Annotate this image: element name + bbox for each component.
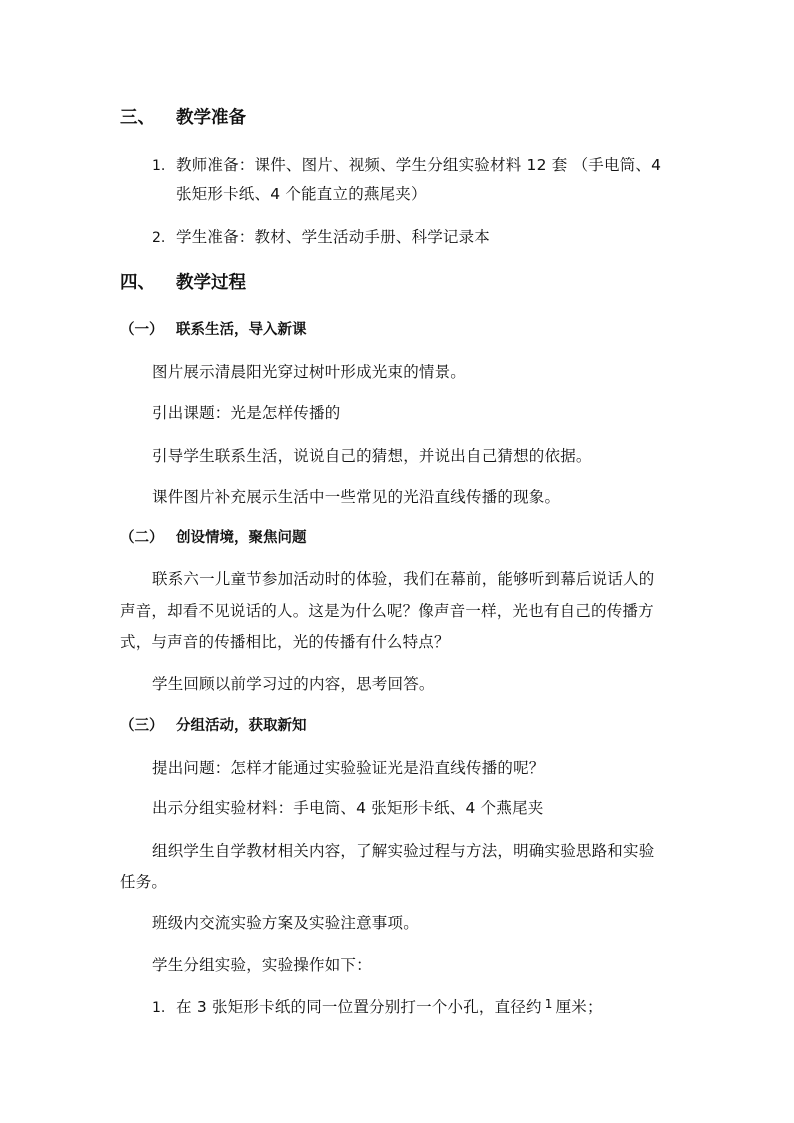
paragraph-continued: 任务。 [120,873,168,891]
subsection-title: 创设情境，聚焦问题 [176,530,307,546]
paragraph: 组织学生自学教材相关内容，了解实验过程与方法，明确实验思路和实验 [152,842,655,860]
subsection-number: （一） [120,322,164,338]
step-text [176,997,603,1018]
list-item-text: 教师准备：课件、图片、视频、学生分组实验材料 12 套 （手电筒、4 [176,156,662,174]
section-heading-3 [120,107,246,129]
section-title: 教学准备 [176,108,246,128]
subsection-number: （三） [120,718,164,734]
list-item-text-continued: 张矩形卡纸、4 个能直立的燕尾夹） [176,185,427,203]
diameter-value: 1 [544,997,553,1011]
subsection-heading-2 [120,528,307,548]
paragraph: 图片展示清晨阳光穿过树叶形成光束的情景。 [152,363,467,381]
list-number: 1. [152,1000,166,1016]
paragraph: 学生分组实验，实验操作如下： [152,956,372,974]
section-heading-4 [120,272,246,294]
paragraph: 提出问题：怎样才能通过实验验证光是沿直线传播的呢？ [152,759,545,777]
step-text-part: 在 3 张矩形卡纸的同一位置分别打一个小孔，直径约 [176,998,542,1016]
section-number: 四、 [120,273,155,293]
subsection-number: （二） [120,530,164,546]
paragraph: 引导学生联系生活，说说自己的猜想，并说出自己猜想的依据。 [152,447,592,465]
section-number: 三、 [120,108,155,128]
list-item-text: 学生准备：教材、学生活动手册、科学记录本 [176,228,491,246]
paragraph: 学生回顾以前学习过的内容，思考回答。 [152,675,435,693]
paragraph-continued: 式，与声音的传播相比，光的传播有什么特点？ [120,633,450,651]
subsection-title: 分组活动，获取新知 [176,718,307,734]
subsection-heading-3 [120,716,307,736]
subsection-title: 联系生活，导入新课 [176,322,307,338]
section-title: 教学过程 [176,273,246,293]
list-number: 1. [152,158,166,174]
paragraph: 联系六一儿童节参加活动时的体验，我们在幕前，能够听到幕后说话人的 [152,570,655,588]
subsection-heading-1 [120,320,307,340]
paragraph-continued: 声音，却看不见说话的人。这是为什么呢？像声音一样，光也有自己的传播方 [120,602,654,620]
list-number: 2. [152,230,166,246]
paragraph: 出示分组实验材料：手电筒、4 张矩形卡纸、4 个燕尾夹 [152,799,544,817]
paragraph: 引出课题：光是怎样传播的 [152,404,341,422]
paragraph: 课件图片补充展示生活中一些常见的光沿直线传播的现象。 [152,488,561,506]
paragraph: 班级内交流实验方案及实验注意事项。 [152,914,419,932]
step-text-part: 厘米； [555,998,603,1016]
